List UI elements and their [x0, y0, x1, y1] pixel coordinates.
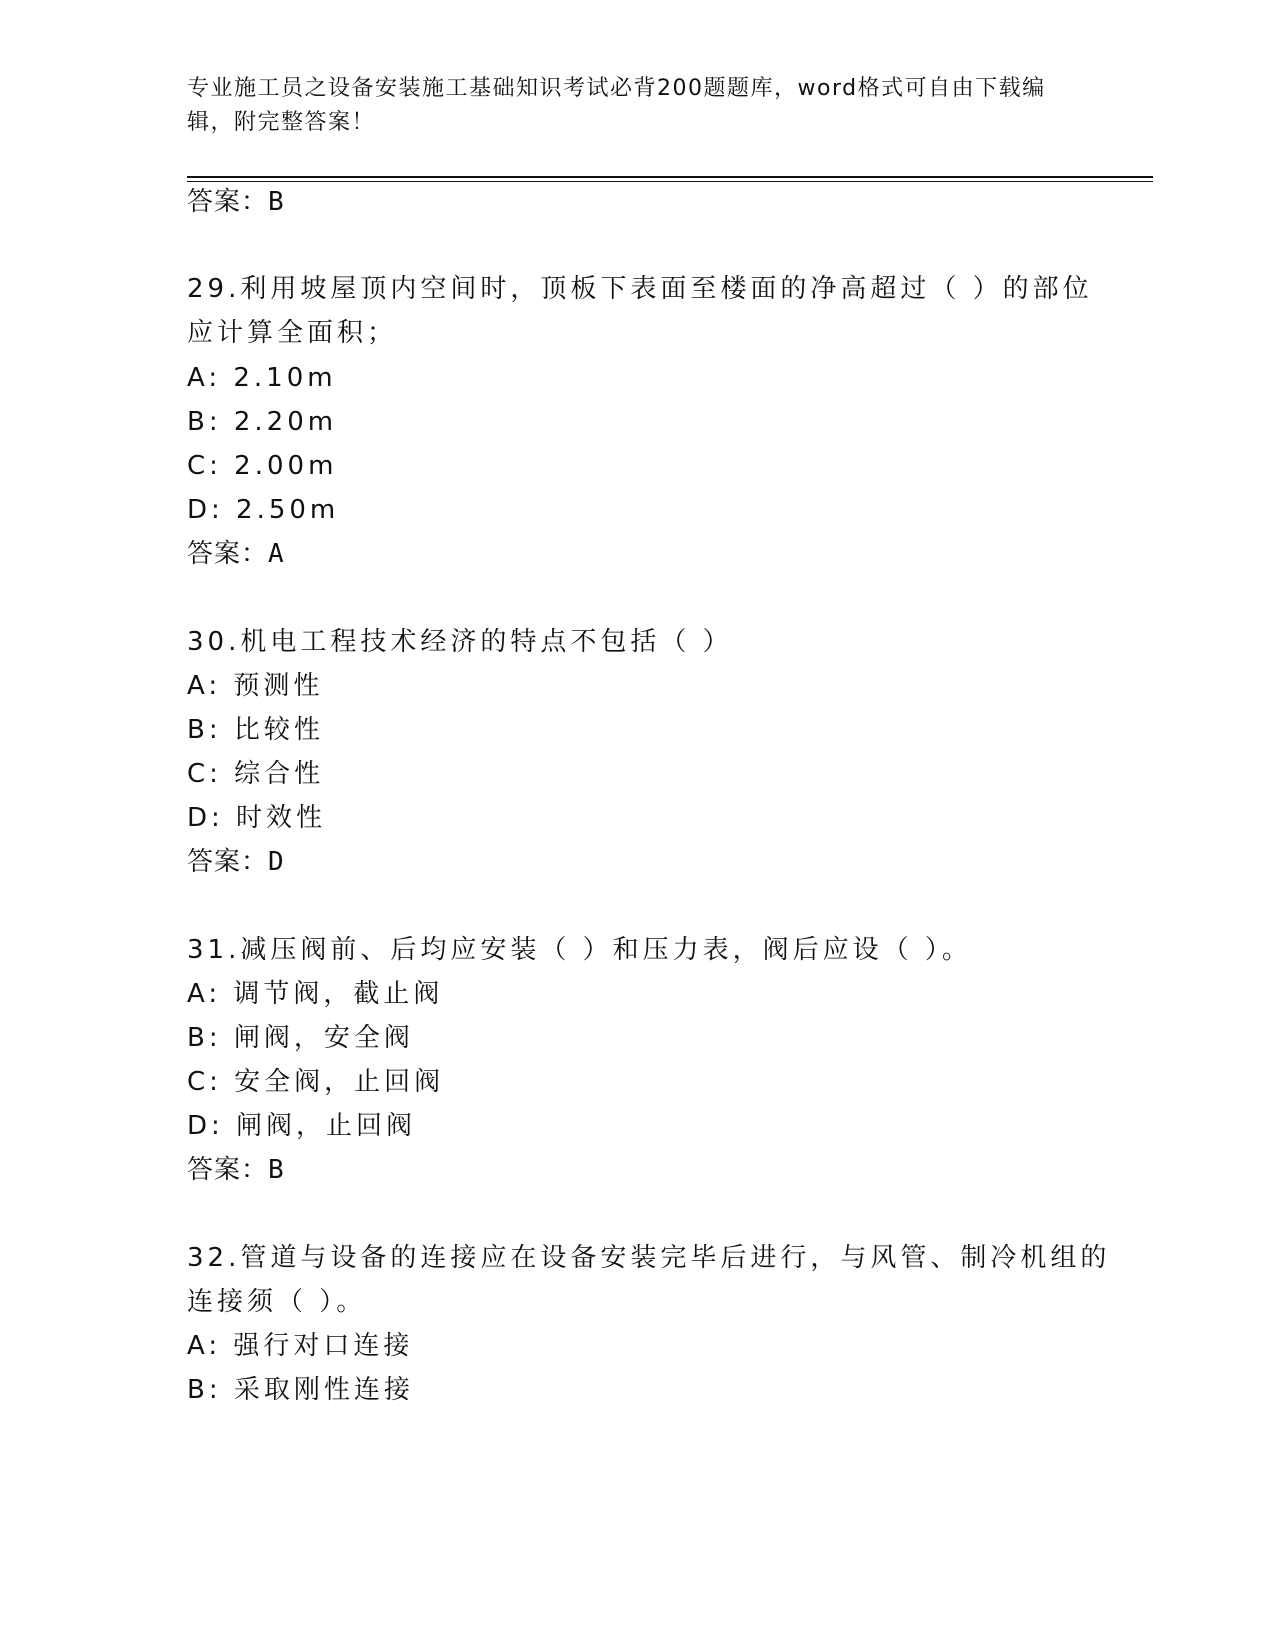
question-30-option-d: D: 时效性	[187, 803, 327, 833]
question-30-option-c: C: 综合性	[187, 759, 325, 789]
document-header	[187, 72, 1087, 140]
question-32-stem-cont: 连接须（ ）。	[187, 1287, 367, 1317]
question-29-stem-cont: 应计算全面积；	[187, 318, 398, 348]
question-31-option-c: C: 安全阀，止回阀	[187, 1067, 445, 1097]
question-31-option-a: A: 调节阀，截止阀	[187, 979, 444, 1009]
header-divider-thin	[187, 181, 1153, 182]
question-31-answer: 答案：B	[187, 1155, 285, 1185]
answer-line: 答案：B	[187, 187, 285, 217]
question-29-stem: 29.利用坡屋顶内空间时，顶板下表面至楼面的净高超过（ ）的部位	[187, 274, 1093, 304]
question-31-option-d: D: 闸阀，止回阀	[187, 1111, 417, 1141]
header-divider	[187, 176, 1153, 178]
question-29-option-d: D: 2.50m	[187, 495, 340, 525]
question-31-option-b: B: 闸阀，安全阀	[187, 1023, 414, 1053]
question-30-answer: 答案：D	[187, 847, 285, 877]
question-30-option-a: A: 预测性	[187, 671, 324, 701]
question-29-option-a: A: 2.10m	[187, 363, 337, 393]
question-31-stem: 31.减压阀前、后均应安装（ ）和压力表，阀后应设（ ）。	[187, 935, 972, 965]
question-32-stem: 32.管道与设备的连接应在设备安装完毕后进行，与风管、制冷机组的	[187, 1243, 1111, 1273]
question-32-option-a: A: 强行对口连接	[187, 1331, 414, 1361]
question-29-answer: 答案：A	[187, 539, 285, 569]
question-30-stem: 30.机电工程技术经济的特点不包括（ ）	[187, 627, 733, 657]
question-29-option-b: B: 2.20m	[187, 407, 338, 437]
question-30-option-b: B: 比较性	[187, 715, 324, 745]
question-29-option-c: C: 2.00m	[187, 451, 338, 481]
header-text: 专业施工员之设备安装施工基础知识考试必背200题题库，word格式可自由下载编辑，附完整答案！	[187, 76, 1046, 135]
question-32-option-b: B: 采取刚性连接	[187, 1375, 414, 1405]
